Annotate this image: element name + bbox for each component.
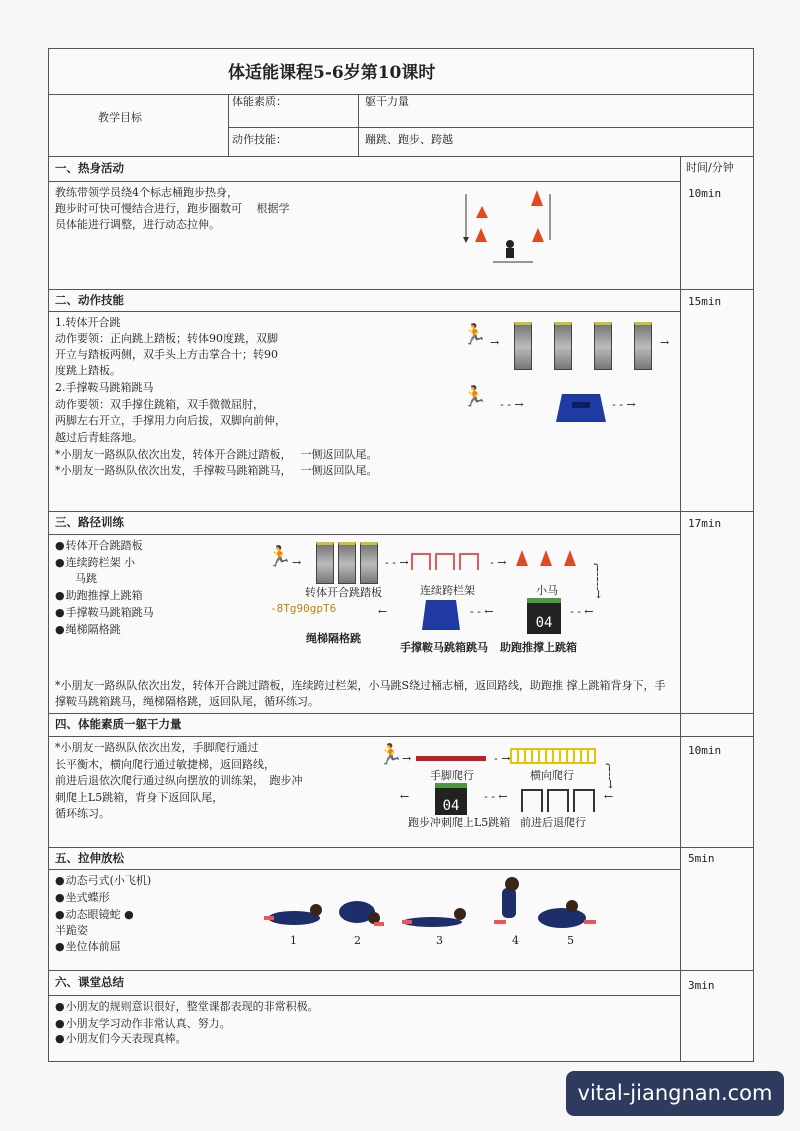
step-pad <box>360 542 378 584</box>
divider <box>48 847 754 848</box>
section-2-line: *小朋友一路纵队依次出发，手撑鞍马跳箱跳马， 一侧返回队尾。 <box>55 464 378 477</box>
child-figure: 🏃 <box>462 384 487 408</box>
section-2-line: 动作要领：正向跳上踏板；转体90度跳，双脚 <box>55 332 278 345</box>
divider <box>48 289 754 290</box>
section-4-line: 前进后退依次爬行通过纵向摆放的训练架， 跑步冲 <box>55 774 303 787</box>
jump-box: 04 <box>527 598 561 634</box>
section-3-item: ● 转体开合跳踏板 <box>55 538 143 555</box>
divider <box>48 713 754 714</box>
arrow-icon: → <box>292 556 302 569</box>
arrow-icon: → <box>490 336 500 349</box>
section-4-line: 刺爬上L5跳箱，背身下返回队尾， <box>55 791 224 804</box>
section-1-line: 员体能进行调整，进行动态拉伸。 <box>55 218 220 231</box>
pose-number: 1 <box>290 934 297 947</box>
section-6-time: 3min <box>688 979 715 992</box>
child-figure: 🏃 <box>462 322 487 346</box>
section-6-heading: 六、课堂总结 <box>55 975 124 989</box>
section-4-line: 长平衡木，横向爬行通过敏捷梯，返回路线， <box>55 758 275 771</box>
section-1-heading: 一、热身活动 <box>55 161 124 175</box>
section-1-line: 教练带领学员绕4个标志桶跑步热身， <box>55 186 238 199</box>
step-pad <box>316 542 334 584</box>
arrow-icon: - - ← <box>484 790 508 803</box>
section-3-item: ● 手撑鞍马跳箱跳马 <box>55 605 154 622</box>
divider <box>48 511 754 512</box>
divider <box>48 970 754 971</box>
step-pad <box>634 322 652 370</box>
section-4-heading: 四、体能素质一躯干力量 <box>55 717 182 731</box>
pads-caption: 转体开合跳踏板 <box>305 586 382 599</box>
section-5-item: ● 动态眼镜蛇 ● <box>55 907 134 924</box>
horse-caption: 小马 <box>536 584 558 597</box>
section-4-time: 10min <box>688 744 722 757</box>
section-2-heading: 二、动作技能 <box>55 293 124 307</box>
step-pad <box>514 322 532 370</box>
section-1-line: 跑步时可快可慢结合进行，跑步圈数可 根据学 <box>55 202 290 215</box>
divider <box>48 156 754 157</box>
cone <box>540 550 552 566</box>
section-2-line: 开立与踏板两侧，双手头上方击掌合十；转90 <box>55 348 278 361</box>
time-column-header: 时间/分钟 <box>686 161 734 174</box>
divider <box>228 127 754 128</box>
balance-beam <box>416 756 486 761</box>
cone <box>516 550 528 566</box>
divider <box>228 94 229 156</box>
section-5-item: ● 坐位体前屈 <box>55 939 121 956</box>
section-5-item: ● 动态弓式(小飞机) <box>55 873 151 890</box>
section-4-line: 循环练习。 <box>55 807 110 820</box>
divider <box>680 156 681 1062</box>
vault-box <box>420 598 462 632</box>
skill-label: 动作技能： <box>232 133 287 146</box>
divider <box>48 311 680 312</box>
arrow-icon: - → <box>490 556 507 569</box>
side-crawl-caption: 横向爬行 <box>530 769 574 782</box>
ladder-caption: 绳梯隔格跳 <box>306 632 361 645</box>
section-4-line: *小朋友一路纵队依次出发，手脚爬行通过 <box>55 741 259 754</box>
section-5-item: 半跪姿 <box>55 924 88 937</box>
section-3-item: 马跳 <box>75 572 97 585</box>
arrow-icon: - - → <box>500 398 524 411</box>
run-caption: 跑步冲刺爬上L5跳箱 <box>408 816 511 829</box>
arrow-icon: ╮ ┆ ↓ <box>606 758 616 791</box>
hurdles-caption: 连续跨栏架 <box>420 584 475 597</box>
arrow-icon: - - → <box>612 398 636 411</box>
divider <box>48 995 680 996</box>
section-1-time: 10min <box>688 187 722 200</box>
code-label: -8Tg90gpT6 <box>270 602 337 615</box>
section-2-line: 2.手撑鞍马跳箱跳马 <box>55 381 154 394</box>
pose-number: 3 <box>436 934 443 947</box>
jump-box: 04 <box>435 783 467 815</box>
arrow-icon: ← <box>604 790 614 803</box>
section-2-line: *小朋友一路纵队依次出发，转体开合跳过踏板， 一侧返回队尾。 <box>55 448 378 461</box>
section-3-item: ● 连续跨栏架 小 <box>55 555 135 572</box>
page-title: 体适能课程5-6岁第10课时 <box>228 63 436 83</box>
step-pad <box>338 542 356 584</box>
vault-caption: 手撑鞍马跳箱跳马 <box>400 641 488 654</box>
divider <box>48 534 680 535</box>
objectives-label: 教学目标 <box>98 111 142 124</box>
training-frames <box>520 786 600 814</box>
fitness-value: 躯干力量 <box>365 95 409 108</box>
section-2-line: 越过后青蛙落地。 <box>55 431 143 444</box>
section-3-item: ● 绳梯隔格跳 <box>55 622 121 639</box>
agility-ladder <box>510 748 596 764</box>
arrow-icon: ╮ ┆ ┆ ↓ <box>594 558 604 601</box>
pose-number: 5 <box>567 934 574 947</box>
fitness-label: 体能素质： <box>232 95 287 108</box>
section-5-heading: 五、拉伸放松 <box>55 851 124 865</box>
section-3-item: ● 助跑推撑上跳箱 <box>55 588 143 605</box>
section-6-item: ● 小朋友的规则意识很好，整堂课都表现的非常积极。 <box>55 999 319 1016</box>
arrow-icon: ← <box>378 605 388 618</box>
pose-number: 2 <box>354 934 361 947</box>
arrow-icon: → <box>402 752 412 765</box>
box-caption: 助跑推撑上跳箱 <box>500 641 577 654</box>
section-2-time: 15min <box>688 295 722 308</box>
arrow-icon: - → <box>494 752 511 765</box>
section-3-time: 17min <box>688 517 722 530</box>
arrow-icon: → <box>660 336 670 349</box>
section-2-line: 度跳上踏板。 <box>55 364 121 377</box>
cone <box>564 550 576 566</box>
section-5-time: 5min <box>688 852 715 865</box>
back-crawl-caption: 前进后退爬行 <box>520 816 586 829</box>
child-figure: 🏃 <box>378 742 403 766</box>
section-3-note: *小朋友一路纵队依次出发，转体开合跳过踏板，连续跨过栏架，小马跳S绕过桶志桶，返回路线，助跑推 撑上跳箱背身下，手 <box>55 679 666 692</box>
divider <box>48 736 754 737</box>
section-2-line: 两脚左右开立，手撑用力向后拔，双脚向前伸， <box>55 414 286 427</box>
watermark: vital-jiangnan.com <box>566 1071 784 1116</box>
section-6-item: ● 小朋友学习动作非常认真、努力。 <box>55 1016 231 1033</box>
step-pad <box>554 322 572 370</box>
vault-box <box>554 392 608 424</box>
hurdles <box>410 548 490 572</box>
section-6-item: ● 小朋友们今天表现真棒。 <box>55 1031 187 1048</box>
section-2-line: 1.转体开合跳 <box>55 316 121 329</box>
section-3-heading: 三、路径训练 <box>55 515 124 529</box>
skill-value: 蹦跳、跑步、跨越 <box>365 133 453 146</box>
pose-number: 4 <box>512 934 519 947</box>
arrow-icon: - - ← <box>470 605 494 618</box>
warmup-cone-diagram <box>458 184 558 268</box>
section-5-item: ● 坐式蝶形 <box>55 890 110 907</box>
divider <box>48 181 680 182</box>
section-2-line: 动作要领：双手撑住跳箱，双手微微屈肘， <box>55 398 264 411</box>
arrow-icon: - - ← <box>570 605 594 618</box>
crawl-caption: 手脚爬行 <box>430 769 474 782</box>
divider <box>358 94 359 156</box>
arrow-icon: - - → <box>385 556 409 569</box>
divider <box>48 869 680 870</box>
child-figure: 🏃 <box>267 544 292 568</box>
section-3-note: 撑鞍马跳箱跳马，绳梯隔格跳，返回队尾，循环练习。 <box>55 695 319 708</box>
stretch-poses-illustration <box>262 874 602 934</box>
arrow-icon: ← <box>400 790 410 803</box>
step-pad <box>594 322 612 370</box>
